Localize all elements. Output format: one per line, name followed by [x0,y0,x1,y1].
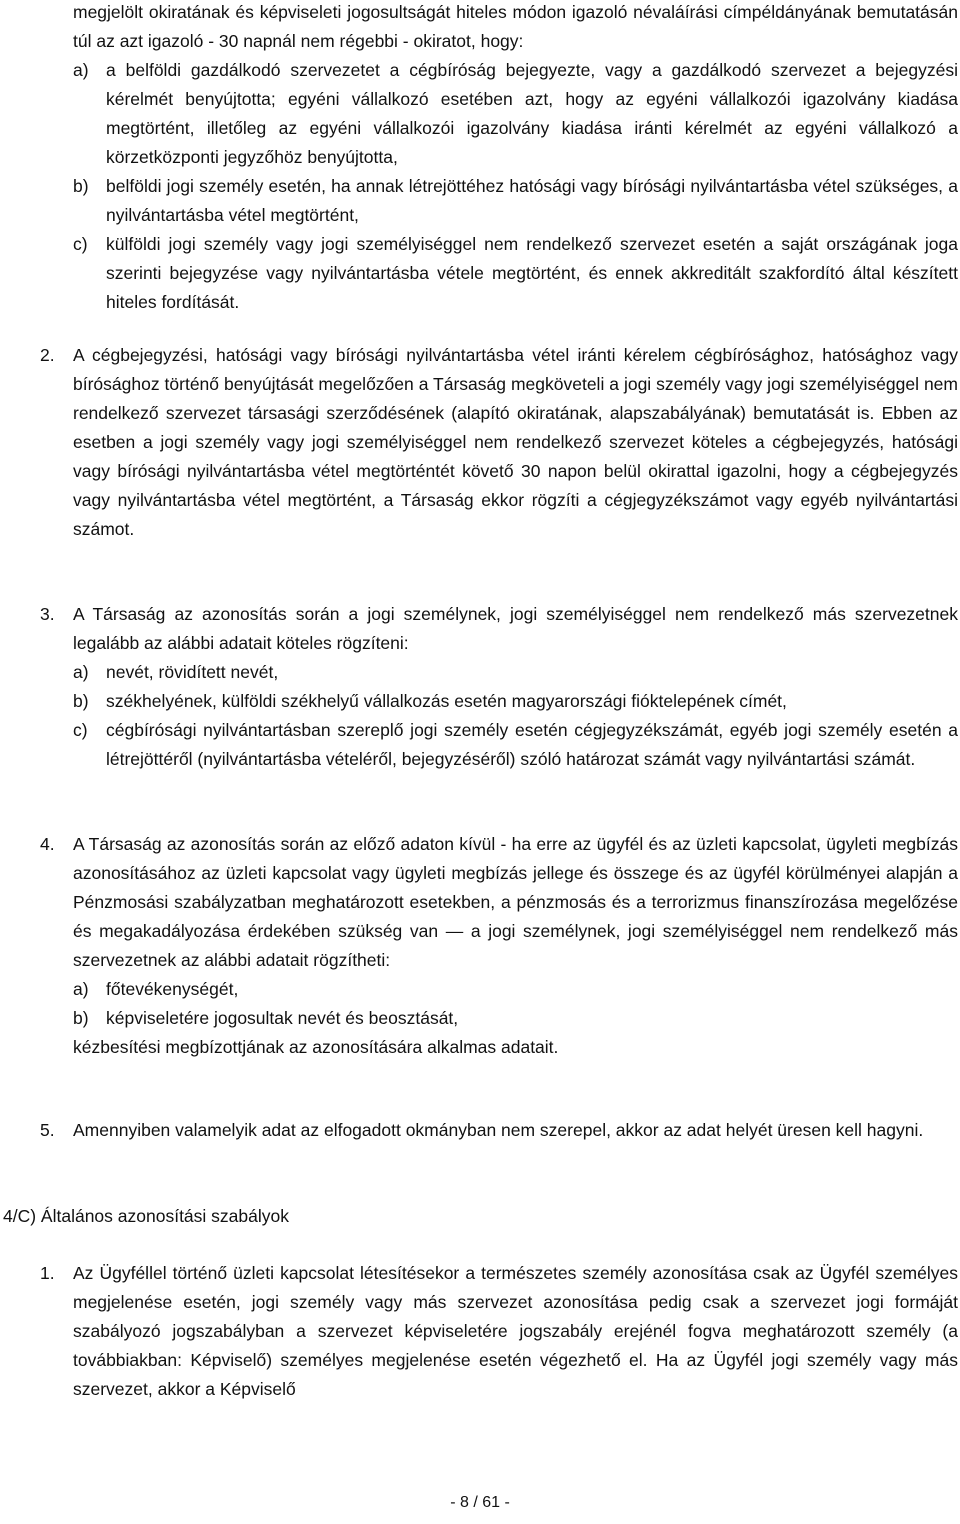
intro-block [73,0,958,317]
list-item [73,716,958,774]
section-items [40,658,958,774]
list-item [73,1004,958,1033]
section-4 [40,830,958,1062]
section-text: Amennyiben valamelyik adat az elfogadott okmányban nem szerepel, akkor az adat helyét üresen kell hagyni. [73,1120,924,1140]
section-c1 [40,1259,958,1404]
item-label: b) [73,1008,89,1028]
section-number: 5. [40,1120,55,1140]
item-label: b) [73,176,89,196]
list-item [73,975,958,1004]
item-label: a) [73,662,89,682]
item-text: a belföldi gazdálkodó szervezetet a cégbíróság bejegyezte, vagy a gazdálkodó szervezet a bejegyzési kérelmét benyújtotta; egyéni vállalkozó esetében azt, hogy az egyéni vállalkozói igazolvány kiadása megtörtént, illetőleg az egyéni vállalkozói igazolvány kiadása iránti kérelmét az egyéni vállalkozó a körzetközponti jegyzőhöz benyújtotta, [106,60,958,167]
intro-item-c [73,230,958,317]
section-number: 1. [40,1263,55,1283]
section-tail: kézbesítési megbízottjának az azonosítására alkalmas adatait. [73,1037,559,1057]
section-5 [40,1116,958,1145]
intro-item-a [73,56,958,172]
item-text: székhelyének, külföldi székhelyű vállalkozás esetén magyarországi fióktelepének címét, [106,691,787,711]
page-number: - 8 / 61 - [450,1494,510,1511]
item-text: cégbírósági nyilvántartásban szereplő jogi személy esetén cégjegyzékszámát, egyéb jogi személy esetén a létrejöttéről (nyilvántartásba vételéről, bejegyzéséről) szóló határozat számát vagy nyilvántartási számát. [106,720,958,769]
item-label: c) [73,234,88,254]
item-label: a) [73,60,89,80]
section-text: Az Ügyféllel történő üzleti kapcsolat létesítésekor a természetes személy azonosítása csak az Ügyfél személyes megjelenése esetén, jogi személy vagy más szervezet azonosítása pedig csak a szervezet jogi formáját szabályozó jogszabályban a szervezet képviseletére jogszabály erejénél fogva meghatározott személy (a továbbiakban: Képviselő) személyes megjelenése esetén végezhető el. Ha az Ügyfél jogi személy vagy más szervezet, akkor a Képviselő [73,1263,958,1399]
section-heading: 4/C) Általános azonosítási szabályok [3,1206,289,1226]
section-items [40,975,958,1062]
list-item [73,687,958,716]
section-paragraph [40,600,958,658]
item-label: b) [73,691,89,711]
section-text: A cégbejegyzési, hatósági vagy bírósági nyilvántartásba vétel iránti kérelem cégbírósághoz, hatósághoz vagy bírósághoz történő benyújtását megelőzően a Társaság megköveteli a jogi személy vagy jogi személyiséggel nem rendelkező szervezet társasági szerződésének (alapító okiratának, alapszabályának) bemutatását is. Ebben az esetben a jogi személy vagy jogi személyiséggel nem rendelkező szervezet köteles a cégbejegyzés, hatósági vagy bírósági nyilvántartásba vétel megtörténtét követő 30 napon belül okirattal igazolni, hogy a cégbejegyzés vagy nyilvántartásba vétel megtörtént, a Társaság ekkor rögzíti a cégjegyzékszámot vagy egyéb nyilvántartási számot. [73,345,958,539]
item-label: c) [73,720,88,740]
intro-item-b [73,172,958,230]
intro-text: megjelölt okiratának és képviseleti jogosultságát hiteles módon igazoló névaláírási címpéldányának bemutatásán túl az azt igazoló - 30 napnál nem régebbi - okiratot, hogy: [73,2,958,51]
item-text: nevét, rövidített nevét, [106,662,279,682]
list-item [73,658,958,687]
section-paragraph [40,1259,958,1404]
item-text: képviseletére jogosultak nevét és beosztását, [106,1008,459,1028]
section-2 [40,341,958,544]
item-label: a) [73,979,89,999]
section-paragraph [40,1116,958,1145]
section-number: 4. [40,834,55,854]
section-text: A Társaság az azonosítás során az előző adaton kívül - ha erre az ügyfél és az üzleti kapcsolat, ügyleti megbízás azonosításához az üzleti kapcsolat vagy ügyleti megbízás jellege és összege és az ügyfél körülményei alapján a Pénzmosási szabályzatban meghatározott esetekben, a pénzmosás és a terrorizmus finanszírozása megelőzése és megakadályozása érdekében szükség van — a jogi személynek, jogi személyiséggel nem rendelkező más szervezetnek az alábbi adatait rögzítheti: [73,834,958,970]
section-text: A Társaság az azonosítás során a jogi személynek, jogi személyiséggel nem rendelkező más szervezetnek legalább az alábbi adatait köteles rögzíteni: [73,604,958,653]
section-paragraph [40,341,958,544]
section-paragraph [40,830,958,975]
item-text: belföldi jogi személy esetén, ha annak létrejöttéhez hatósági vagy bírósági nyilvántartásba vétel szükséges, a nyilvántartásba vétel megtörtént, [106,176,958,225]
section-number: 3. [40,604,55,624]
item-text: főtevékenységét, [106,979,239,999]
item-text: külföldi jogi személy vagy jogi személyiséggel nem rendelkező szervezet esetén a saját országának joga szerinti bejegyzése vagy nyilvántartásba vétele megtörtént, és ennek akkreditált szakfordító által készített hiteles fordítását. [106,234,958,312]
section-3 [40,600,958,774]
section-number: 2. [40,345,55,365]
